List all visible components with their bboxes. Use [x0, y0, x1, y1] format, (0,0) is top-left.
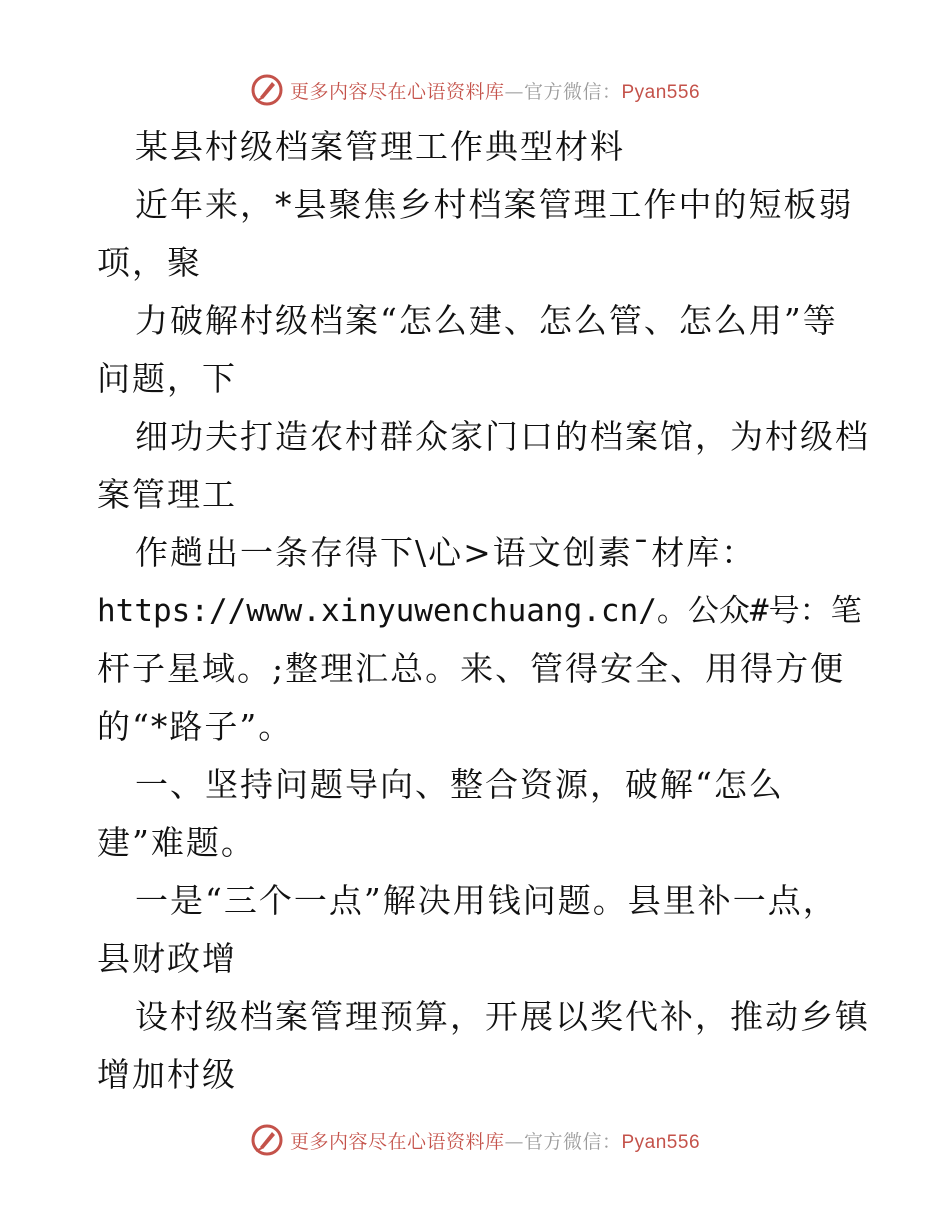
banner-text: [290, 1127, 700, 1154]
brush-logo-icon: [250, 73, 284, 107]
paragraph-line: 的“*路子”。: [97, 707, 294, 746]
paragraph-line: 作趟出一条存得下\心>语文创素¯材库：: [135, 533, 757, 572]
paragraph-line: 近年来，*县聚焦乡村档案管理工作中的短板弱: [135, 185, 854, 224]
paragraph-line: 一是“三个一点”解决用钱问题。县里补一点，: [135, 881, 838, 920]
paragraph-line: 设村级档案管理预算，开展以奖代补，推动乡镇: [135, 997, 870, 1036]
banner-wechat-id: Pyan556: [621, 81, 701, 103]
section-heading: 一、坚持问题导向、整合资源，破解“怎么: [135, 765, 784, 804]
banner-wechat-id: Pyan556: [621, 1131, 701, 1153]
section-heading-cont: 建”难题。: [97, 823, 256, 862]
paragraph-line: 力破解村级档案“怎么建、怎么管、怎么用”等: [135, 301, 838, 340]
paragraph-line: 县财政增: [97, 939, 237, 978]
banner-wechat-label: 官方微信：: [523, 80, 622, 103]
document-body: [97, 118, 870, 1104]
url-line: https://www.xinyuwenchuang.cn/。公众#号：笔: [97, 593, 862, 629]
paragraph-line: 增加村级: [97, 1055, 237, 1094]
paragraph-line: 问题，下: [97, 359, 237, 398]
paragraph-line: 杆子星域。;整理汇总。来、管得安全、用得方便: [97, 649, 846, 688]
banner-text: [290, 77, 700, 104]
paragraph-line: 项，聚: [97, 243, 202, 282]
header-banner: [0, 70, 950, 110]
paragraph-line: 细功夫打造农村群众家门口的档案馆，为村级档: [135, 417, 870, 456]
footer-banner: [0, 1120, 950, 1160]
banner-title: 更多内容尽在心语资料库: [289, 1130, 505, 1153]
banner-separator: —: [504, 80, 524, 103]
brush-logo-icon: [250, 1123, 284, 1157]
banner-wechat-label: 官方微信：: [523, 1130, 622, 1153]
paragraph-line: 案管理工: [97, 475, 237, 514]
banner-title: 更多内容尽在心语资料库: [289, 80, 505, 103]
banner-separator: —: [504, 1130, 524, 1153]
document-title: 某县村级档案管理工作典型材料: [135, 127, 625, 166]
